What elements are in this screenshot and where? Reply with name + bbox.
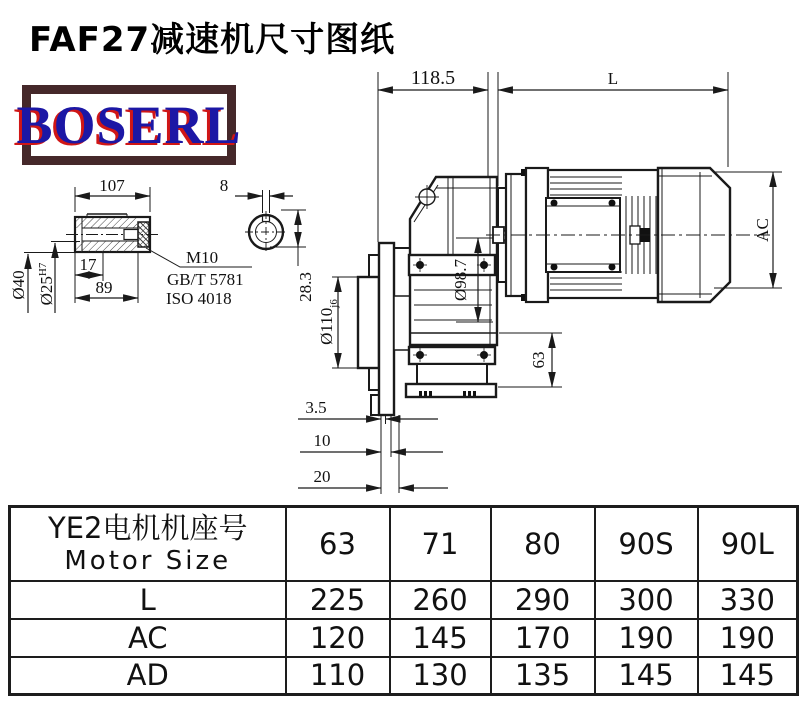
cell-L-63: 225	[286, 581, 390, 619]
cell-AC-90l: 190	[698, 619, 798, 657]
cell-L-80: 290	[491, 581, 595, 619]
stator-frame	[546, 198, 620, 272]
page-title: FAF27减速机尺寸图纸	[29, 20, 396, 60]
cell-L-90l: 330	[698, 581, 798, 619]
header-col-80: 80	[491, 507, 595, 581]
cell-AD-90s: 145	[595, 657, 698, 695]
hatch-top	[76, 218, 137, 228]
cell-L-71: 260	[390, 581, 491, 619]
dim-label-motor-length: L	[607, 69, 619, 88]
dim-label-63: 63	[529, 351, 548, 369]
cell-AC-63: 120	[286, 619, 390, 657]
header-motor-size	[10, 507, 286, 581]
header-col-71: 71	[390, 507, 491, 581]
bolt-head	[138, 222, 149, 247]
dim-label-od: Ø40	[9, 270, 28, 300]
flange-plate	[379, 243, 394, 415]
thread-label: M10	[186, 248, 219, 267]
dim-label-ac: AC	[753, 218, 772, 242]
table-row-AD	[10, 657, 798, 695]
cell-AD-71: 130	[390, 657, 491, 695]
dim-label-17: 17	[79, 255, 97, 274]
dim-label-107: 107	[99, 176, 125, 195]
dim-label-20: 20	[313, 467, 331, 486]
motor	[486, 168, 770, 302]
cell-AC-80: 170	[491, 619, 595, 657]
dim-label-pilot: $Ø110_{j6}$	[317, 299, 340, 345]
cell-AD-63: 110	[286, 657, 390, 695]
header-col-90s: 90S	[595, 507, 698, 581]
row-label-AC: AC	[10, 619, 286, 657]
cell-AC-71: 145	[390, 619, 491, 657]
header-motor-size-zh: YE2电机机座号	[48, 511, 248, 546]
table-row-AC	[10, 619, 798, 657]
brand-logo-text: BOSERL	[16, 95, 242, 155]
dim-label-10: 10	[313, 431, 331, 450]
cell-AD-90l: 145	[698, 657, 798, 695]
motor-size-table	[8, 505, 799, 696]
main-assembly-view	[298, 67, 782, 494]
row-label-AD: AD	[10, 657, 286, 695]
table-header-row	[10, 507, 798, 581]
output-flange	[358, 243, 410, 415]
row-label-L: L	[10, 581, 286, 619]
dim-label-89: 89	[95, 278, 113, 297]
standard-iso: ISO 4018	[166, 289, 232, 308]
cell-AC-90s: 190	[595, 619, 698, 657]
header-col-63: 63	[286, 507, 390, 581]
dim-label-keywidth: 8	[219, 176, 229, 195]
flange-pilot-boss	[358, 277, 379, 368]
dim-label-keydepth: 28.3	[296, 272, 315, 302]
standard-gb: GB/T 5781	[167, 270, 244, 289]
hatch-bottom	[76, 241, 137, 252]
cell-L-90s: 300	[595, 581, 698, 619]
dim-label-bolt-circle: Ø98.7	[451, 258, 470, 302]
shaft-side-view	[9, 176, 252, 313]
table-row-L	[10, 581, 798, 619]
cell-AD-80: 135	[491, 657, 595, 695]
header-motor-size-en: Motor Size	[64, 546, 232, 577]
dim-label-gearbox-length: 118.5	[410, 67, 456, 89]
stud-m10	[124, 230, 138, 240]
dim-label-3-5: 3.5	[305, 398, 327, 417]
header-col-90l: 90L	[698, 507, 798, 581]
dim-label-bore: $Ø25^{H7}$	[37, 262, 56, 306]
